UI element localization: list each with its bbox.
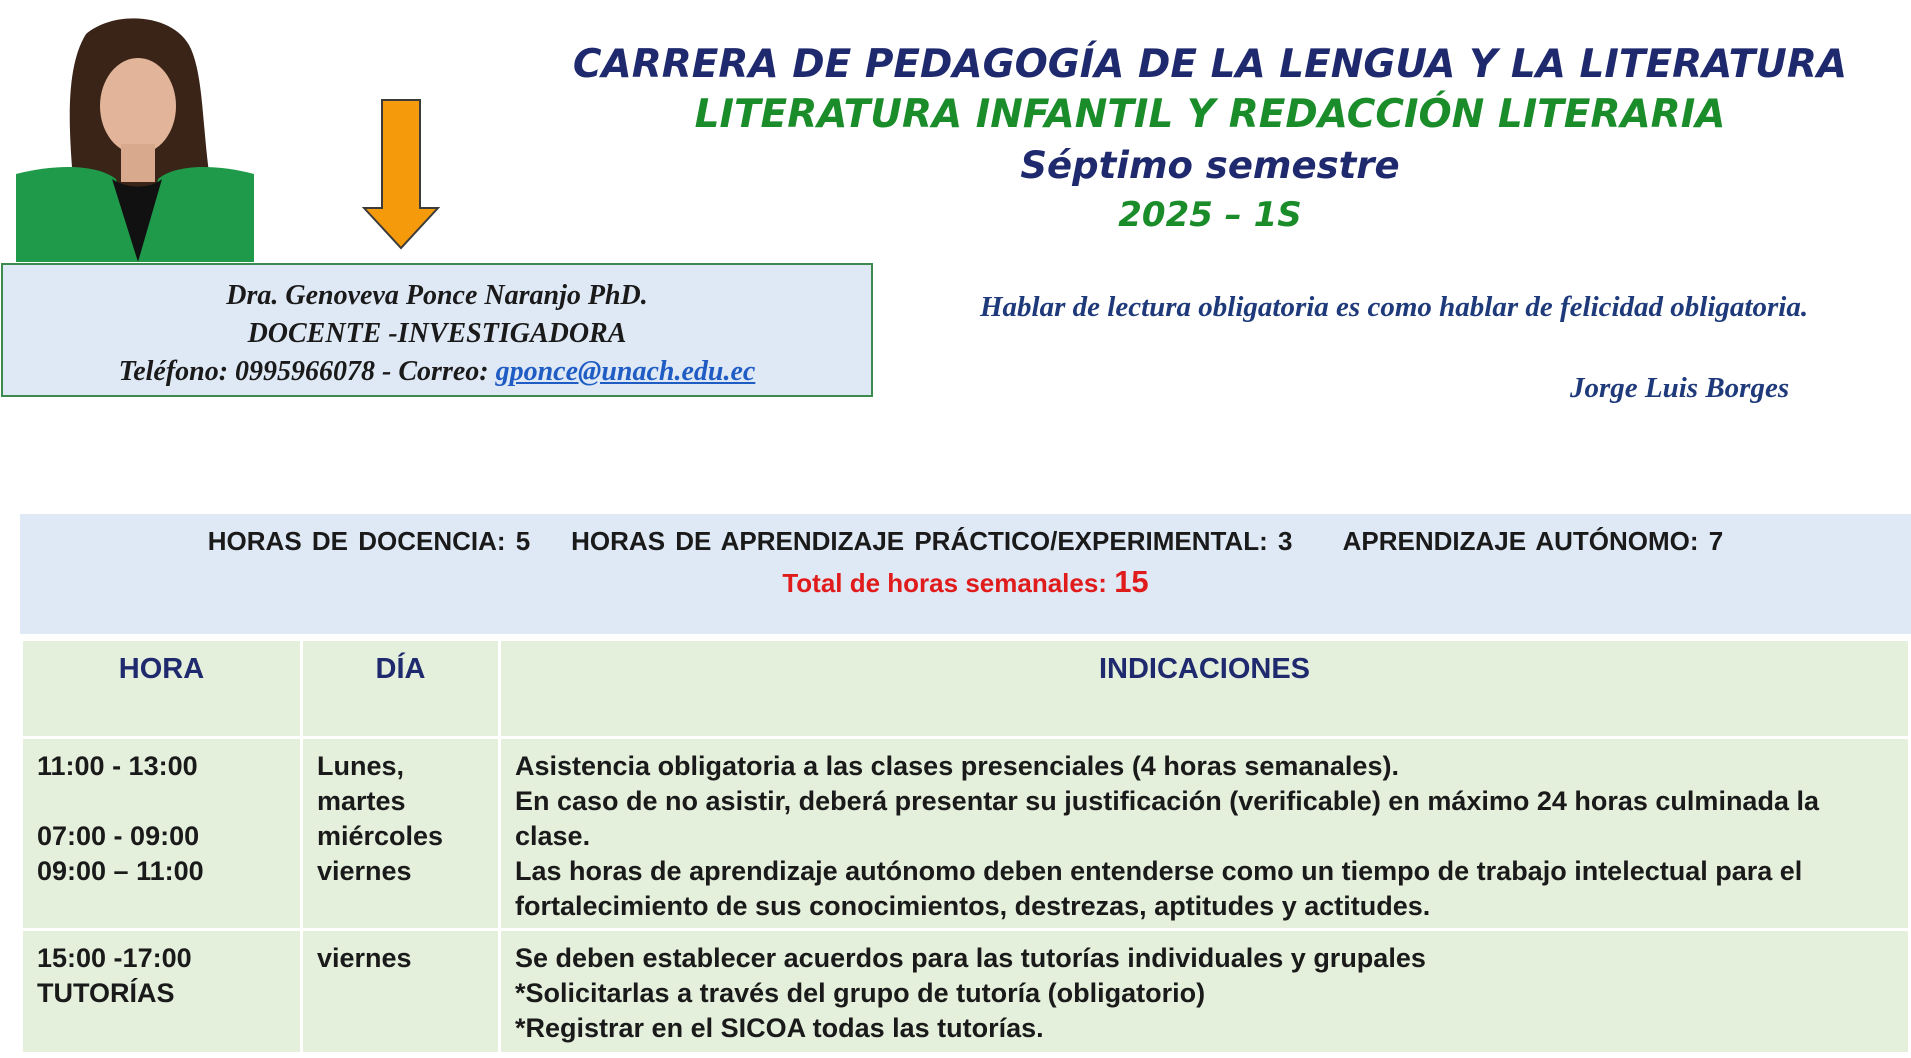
hours-panel	[20, 514, 1911, 634]
indication-text: Asistencia obligatoria a las clases presenciales (4 horas semanales).	[515, 751, 1399, 781]
hours-breakdown: HORAS DE DOCENCIA: 5 HORAS DE APRENDIZAJE PRÁCTICO/EXPERIMENTAL: 3 APRENDIZAJE AUTÓNOMO: 7	[207, 526, 1724, 556]
indicaciones-cell	[500, 738, 1910, 930]
total-hours-value: 15	[1114, 564, 1149, 599]
header-dia: DÍA	[302, 640, 500, 738]
total-hours	[20, 564, 1911, 600]
spacer	[37, 784, 286, 819]
time-range: 11:00 - 13:00	[37, 751, 198, 781]
indication-text: *Registrar en el SICOA todas las tutorías.	[515, 1013, 1044, 1043]
quote-text: Hablar de lectura obligatoria es como hablar de felicidad obligatoria.	[980, 291, 1809, 323]
indication-text: En caso de no asistir, deberá presentar su justificación (verificable) en máximo 24 horas culminada la clase.	[515, 786, 1819, 851]
total-hours-label: Total de horas semanales:	[782, 568, 1115, 598]
day-label: viernes	[317, 856, 412, 886]
teacher-photo	[16, 14, 254, 262]
dia-cell	[302, 930, 500, 1054]
time-range: 07:00 - 09:00	[37, 821, 200, 851]
schedule-table	[20, 638, 1911, 1055]
day-label: viernes	[317, 943, 412, 973]
tutorias-label: TUTORÍAS	[37, 978, 175, 1008]
header-indicaciones: INDICACIONES	[500, 640, 1910, 738]
down-arrow-icon	[362, 98, 440, 250]
quote-author: Jorge Luis Borges	[1570, 372, 1790, 404]
header-hora: HORA	[22, 640, 302, 738]
time-range: 15:00 -17:00	[37, 943, 192, 973]
program-title: CARRERA DE PEDAGOGÍA DE LA LENGUA Y LA LITERATURA	[572, 42, 1848, 87]
day-label: Lunes,	[317, 751, 405, 781]
indication-text: Se deben establecer acuerdos para las tutorías individuales y grupales	[515, 943, 1426, 973]
day-label: martes	[317, 786, 406, 816]
day-label: miércoles	[317, 821, 444, 851]
teacher-contact	[3, 353, 871, 391]
semester-label: Séptimo semestre	[1020, 144, 1400, 187]
phone-label: Teléfono: 0995966078 - Correo:	[118, 356, 496, 387]
table-row	[22, 930, 1910, 1054]
dia-cell	[302, 738, 500, 930]
email-link[interactable]: gponce@unach.edu.ec	[495, 356, 756, 387]
table-row	[22, 738, 1910, 930]
hora-cell	[22, 738, 302, 930]
time-range: 09:00 – 11:00	[37, 856, 204, 886]
hora-cell	[22, 930, 302, 1054]
teacher-info-box	[1, 263, 873, 397]
teacher-role: DOCENTE -INVESTIGADORA	[247, 318, 627, 349]
period-label: 2025 – 1S	[1118, 195, 1302, 235]
indication-text: Las horas de aprendizaje autónomo deben entenderse como un tiempo de trabajo intelectual para el fortalecimiento de sus conocimientos, destrezas, aptitudes y actitudes.	[515, 856, 1803, 921]
teacher-name: Dra. Genoveva Ponce Naranjo PhD.	[226, 280, 648, 311]
course-title: LITERATURA INFANTIL Y REDACCIÓN LITERARIA	[694, 92, 1726, 137]
table-header-row	[22, 640, 1910, 738]
indication-text: *Solicitarlas a través del grupo de tutoría (obligatorio)	[515, 978, 1206, 1008]
indicaciones-cell	[500, 930, 1910, 1054]
